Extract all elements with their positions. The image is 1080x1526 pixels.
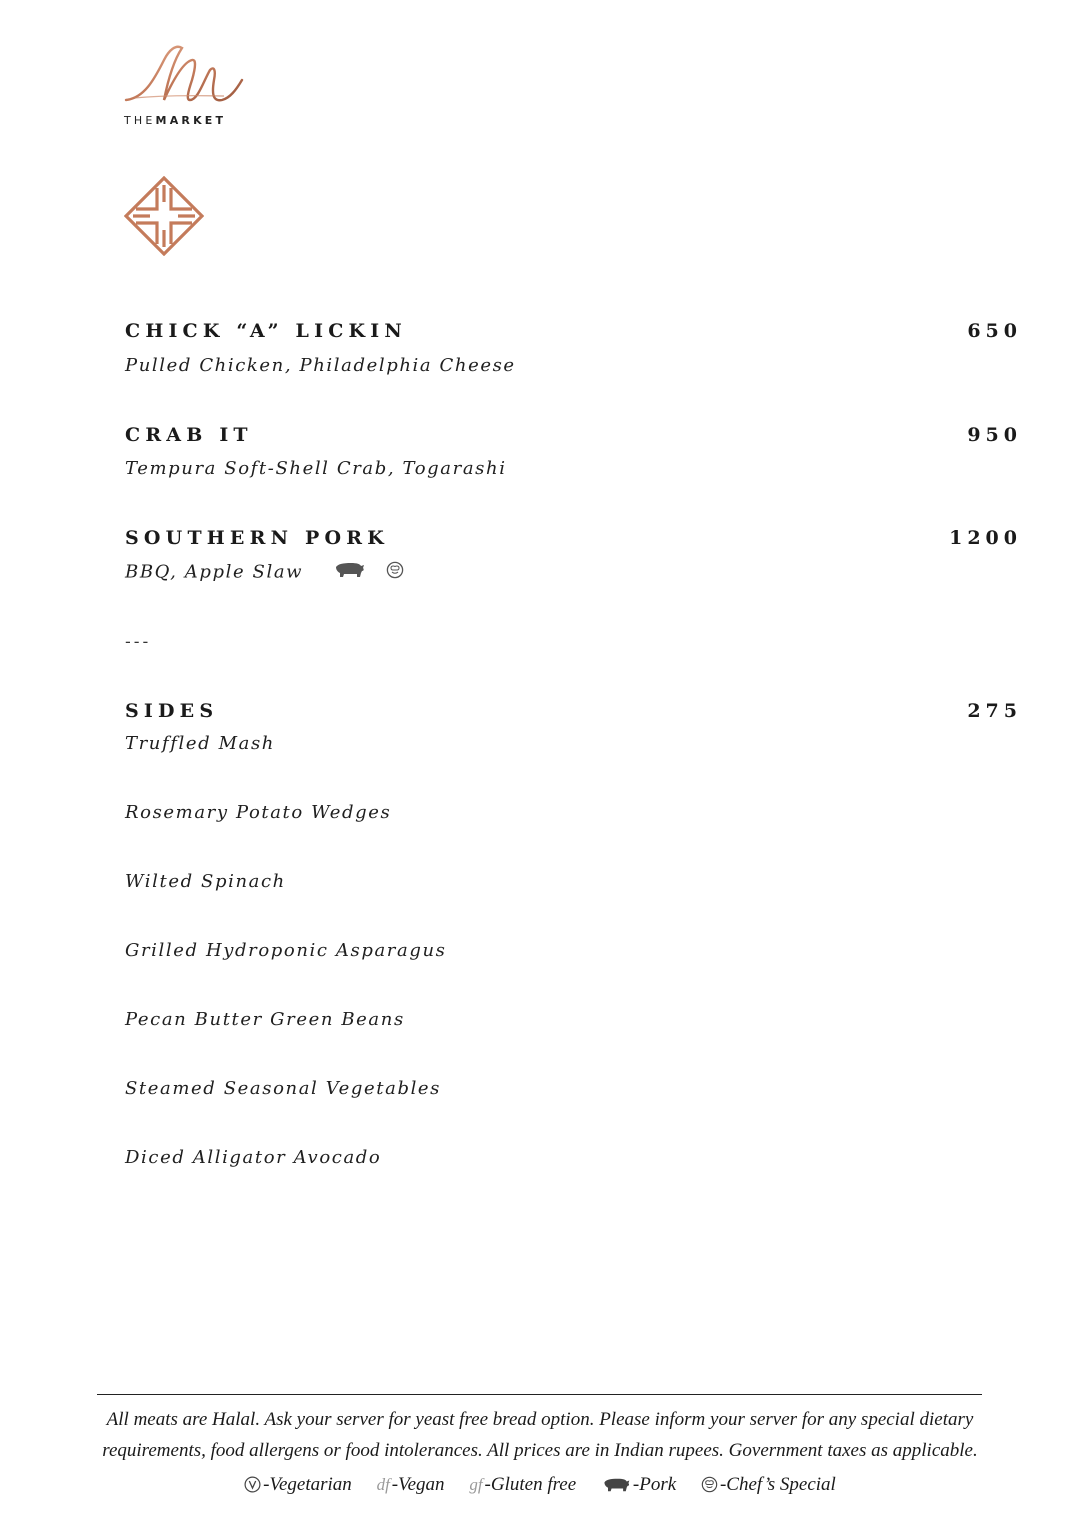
side-item: Grilled Hydroponic Asparagus: [125, 940, 447, 961]
dietary-legend: [60, 1474, 1020, 1496]
menu-item-price: 650: [967, 320, 1022, 342]
side-item: Steamed Seasonal Vegetables: [125, 1078, 442, 1099]
gluten-free-mark: gf: [469, 1475, 483, 1494]
chefs-special-icon: [386, 561, 404, 584]
legend-gluten-free: [469, 1474, 576, 1496]
menu-item-title: SOUTHERN PORK: [125, 527, 389, 549]
menu-item-description-row: [125, 561, 404, 584]
side-item: Wilted Spinach: [125, 871, 286, 892]
vegan-mark: df: [376, 1475, 390, 1494]
sides-title: SIDES: [125, 700, 219, 722]
legend-vegetarian-label: -Vegetarian: [263, 1474, 352, 1495]
pork-icon: [333, 561, 365, 584]
logo-wordmark: [124, 114, 226, 127]
menu-item-description: Pulled Chicken, Philadelphia Cheese: [125, 355, 516, 376]
pork-icon: [601, 1477, 631, 1493]
menu-item-title: CRAB IT: [125, 424, 253, 446]
menu-item-price: 1200: [949, 527, 1022, 549]
menu-item-description: BBQ, Apple Slaw: [125, 561, 304, 583]
legend-chefs-special-label: -Chef’s Special: [719, 1474, 836, 1495]
knot-emblem-icon: [124, 176, 204, 256]
menu-item-price: 950: [967, 424, 1022, 446]
footer-note-line1: All meats are Halal. Ask your server for yeast free bread option. Please inform your server for any special dietary: [106, 1409, 974, 1430]
legend-vegan: [377, 1474, 445, 1496]
vegetarian-icon: [244, 1476, 261, 1493]
chefs-special-icon: [701, 1476, 718, 1493]
m-script-logo-icon: [124, 40, 246, 110]
sides-price: 275: [967, 700, 1022, 722]
the-market-logo: [124, 40, 246, 130]
footer-divider: [97, 1394, 982, 1395]
footer-note-line2: requirements, food allergens or food intolerances. All prices are in Indian rupees. Government taxes as applicable.: [102, 1440, 978, 1461]
section-separator: ---: [125, 632, 152, 651]
legend-gluten-free-label: -Gluten free: [484, 1474, 577, 1495]
side-item: Rosemary Potato Wedges: [125, 802, 392, 823]
legend-vegan-label: -Vegan: [391, 1474, 445, 1495]
menu-item-title: CHICK “A” LICKIN: [125, 320, 407, 342]
legend-pork-label: -Pork: [632, 1474, 677, 1495]
legend-pork: [601, 1474, 676, 1496]
side-item: Diced Alligator Avocado: [125, 1147, 382, 1168]
logo-prefix: THE: [124, 114, 156, 127]
side-item: Pecan Butter Green Beans: [125, 1009, 405, 1030]
side-item: Truffled Mash: [125, 733, 275, 754]
menu-item-description: Tempura Soft-Shell Crab, Togarashi: [125, 458, 507, 479]
legend-chefs-special: [701, 1474, 836, 1496]
legend-vegetarian: [244, 1474, 352, 1496]
logo-name: MARKET: [155, 114, 227, 127]
